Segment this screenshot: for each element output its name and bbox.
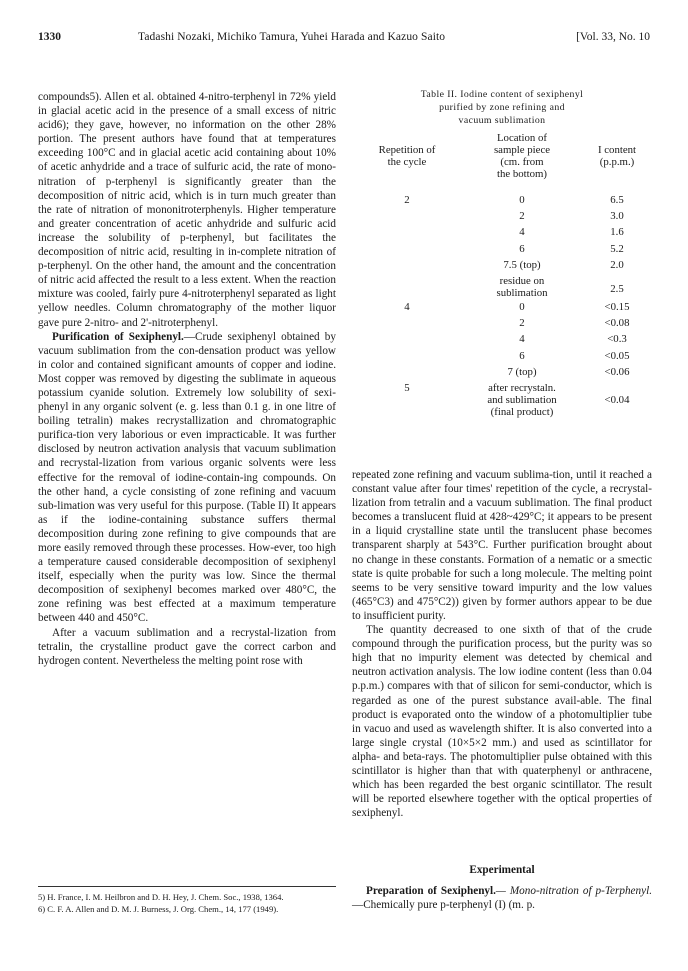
- purification-paragraph: [38, 330, 336, 626]
- table-cell-location: 6: [519, 349, 525, 362]
- page-number: 1330: [38, 31, 61, 43]
- table-caption: [352, 88, 652, 127]
- table-cell-location: after recrystaln.: [488, 382, 556, 394]
- table-cell-content: 2.5: [610, 283, 624, 295]
- table-caption-line-2: purified by zone refining and: [439, 102, 565, 113]
- table-cell-content: <0.3: [607, 333, 627, 346]
- table-cell-location: 2: [519, 317, 525, 330]
- footnote-6: 6) C. F. A. Allen and D. M. J. Burness, J. Org. Chem., 14, 177 (1949).: [38, 904, 279, 914]
- purification-body: —Crude sexiphenyl obtained by vacuum sublimation from the con-densation product was yellow in color and contained significant amounts of copper and iodine. Most copper was removed by digesting the sublimate in aqueous potassium cyanide solution. Extremely low solubility of sexi-phenyl in any organic solvent (e. g. less than 0.1 g. in one litre of boiling tetralin) makes recrystallization and chromatographic purifica-tion very laborious or even impracticable. It was further disclosed by neutron activation analysis that vacuum sublimation and recrystal-lization from various organic solvents were less effective for the removal of iodine-contain-ing compounds. On the other hand, a cycle consisting of zone refining and vacuum sub-limation was very useful for this purpose. (Table II) It appears as if the iodine-containing substance suffers thermal decomposition during zone refining to give compounds that are more easily removed through these processes. How-ever, too high a temperature caused considerable decomposition of sexiphenyl itself, especially when the purity was low. Since the thermal decomposition of sexiphenyl becomes marked over 480°C, the zone refining was best effected at a maximum temperature between 440 and 450°C.: [38, 330, 336, 625]
- table-cell-content: 3.0: [610, 210, 624, 223]
- table-header-location: sample piece: [493, 144, 551, 156]
- table-cell-cycle: 2: [404, 194, 410, 206]
- table-cell-content: 5.2: [610, 242, 624, 255]
- table-header-location: (cm. from: [500, 156, 544, 168]
- table-cell-content: <0.05: [604, 349, 630, 362]
- purification-heading: Purification of Sexiphenyl.: [52, 330, 184, 343]
- table-cell-content: <0.15: [604, 301, 630, 313]
- table-cell-location: 0: [519, 194, 525, 206]
- header-volume: [Vol. 33, No. 10: [576, 31, 650, 43]
- table-cell-location: sublimation: [496, 287, 548, 299]
- table-cell-location: 7 (top): [507, 365, 537, 378]
- table-cell-location: 2: [519, 210, 525, 223]
- table-cell-location: residue on: [499, 275, 545, 287]
- table-cell-cycle: 4: [404, 301, 410, 313]
- table-cell-location: 6: [519, 242, 525, 255]
- table-cell-content: <0.06: [604, 365, 630, 378]
- experimental-body: —Chemically pure p-terphenyl (I) (m. p.: [352, 899, 535, 912]
- table-cell-location: 4: [519, 333, 525, 346]
- table-caption-line-3: vacuum sublimation: [458, 115, 546, 126]
- table-cell-location: (final product): [490, 406, 554, 418]
- table-header-cycle: the cycle: [387, 156, 427, 168]
- table-cell-location: 4: [519, 226, 525, 239]
- intro-paragraph: compounds5). Allen et al. obtained 4-nitro-terphenyl in 72% yield in glacial acetic acid in the presence of a small excess of nitric acid6); they gave, however, no information on the other 28% portion. The present authors have found that at temperatures exceeding 100°C and in glacial acetic acid containing about 10% of acetic anhydride and a trace of sulfuric acid, the rate of mono-nitration of p-terphenyl is significantly greater than the decomposition of nitric acid, which is in turn much greater than the rate of nitration of mononitroterphenyls. Higher temperature and greater concentration of acetic anhydride and sulfuric acid increase the solubility of p-terphenyl, but facilitates the decomposition of nitric acid, resulting in in-complete nitration of p-terphenyl. On the other hand, the amount and the concentration of nitric acid affected the result to a less extent. When the reaction mixture was cooled, fairly pure 4-nitroterphenyl separated as light yellow needles. Column chromatography of the mother liquor gave pure 2-nitro- and 2'-nitroterphenyl.: [38, 91, 336, 329]
- table-header-content: (p.p.m.): [599, 156, 635, 168]
- purification-paragraph-2: After a vacuum sublimation and a recrystal-lization from tetralin, the crystalline product gave the correct carbon and hydrogen content. Nevertheless the melting point rose with: [38, 626, 336, 667]
- table-caption-line-1: Table II. Iodine content of sexiphenyl: [420, 89, 584, 100]
- table-cell-location: 0: [519, 301, 525, 313]
- experimental-heading: Experimental: [469, 864, 535, 876]
- table-header-cycle: Repetition of: [378, 144, 436, 156]
- experimental-text: [352, 884, 652, 912]
- quantity-paragraph: The quantity decreased to one sixth of that of the crude compound through the purification process, but the purity was so high that no impurity element was detected by chemical and neutron activation analysis. The low iodine content (less than 0.04 p.p.m.) compares with that of silicon for semi-conductor, which is regarded as one of the purest substance avail-able. The final product is evaporated onto the window of a photomultiplier tube in vacuo and used as wavelength shifter. It is also converted into a large single crystal (10×5×2 mm.) and used as scintillator for alpha- and beta-rays. The photomultiplier pulse obtained with this scintillator is higher than that with quaterphenyl or anthracene, which has been regarded the best organic scintillator. The result will be reported elsewhere together with the optical properties of sexiphenyl.: [352, 624, 652, 820]
- header-authors: Tadashi Nozaki, Michiko Tamura, Yuhei Harada and Kazuo Saito: [138, 31, 446, 43]
- table-cell-location: 7.5 (top): [503, 258, 541, 271]
- table-header-location: Location of: [496, 132, 548, 144]
- melting-paragraph: repeated zone refining and vacuum sublima-tion, until it reached a constant value after four times' repetition of the cycle, a recrystal-lization from tetralin and a vacuum sublimation. The final product becomes a translucent fluid at 428~429°C; it appears to be present in a liquid crystalline state until the translucent phase becomes transparent sharply at 543°C. Further purification brought about no change in these constants. Formation of a nematic or a smectic state is quite probable for such a long molecule. The melting point seems to be very sensitive toward impurity and the low values (465°C3) and 475°C2)) given by former authors appear to be due to insufficient purity.: [352, 469, 652, 622]
- experimental-subheading-tail: — Mono-nitration of p-Terphenyl.: [495, 885, 652, 897]
- table-cell-cycle: 5: [404, 382, 410, 394]
- table-cell-content: <0.04: [604, 394, 630, 406]
- footnotes: [38, 886, 336, 916]
- table-cell-content: <0.08: [604, 317, 630, 330]
- footnote-5: 5) H. France, I. M. Heilbron and D. H. Hey, J. Chem. Soc., 1938, 1364.: [38, 892, 284, 902]
- running-header: [38, 28, 650, 46]
- right-column: [352, 468, 652, 820]
- table-cell-content: 6.5: [610, 194, 624, 206]
- table-header-location: the bottom): [496, 168, 548, 180]
- left-column: [38, 90, 336, 668]
- table-cell-content: 1.6: [610, 226, 624, 239]
- experimental-subheading: Preparation of Sexiphenyl.: [366, 885, 496, 897]
- table-cell-content: 2.0: [610, 258, 624, 271]
- table-cell-location: and sublimation: [487, 394, 557, 406]
- table-header-content: I content: [597, 144, 637, 156]
